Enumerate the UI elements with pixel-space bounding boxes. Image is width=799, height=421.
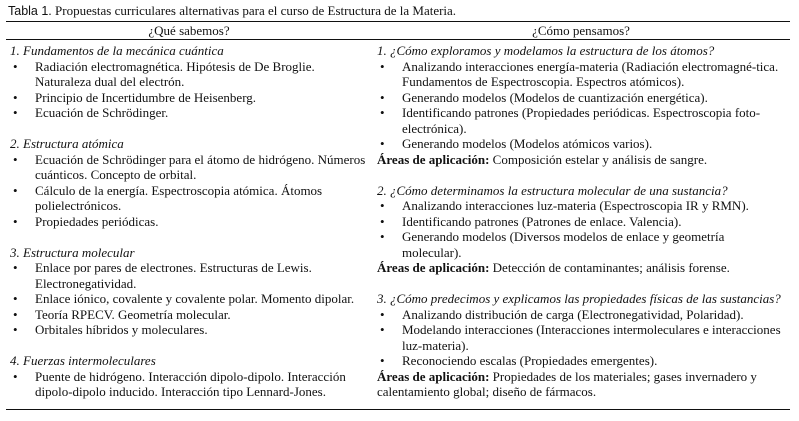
bullet-list (10, 59, 366, 121)
list-item: • Ecuación de Schrödinger para el átomo de hidrógeno. Números cuánticos. Concepto de orbital. (10, 152, 366, 183)
header-como-pensamos: ¿Cómo pensamos? (532, 23, 630, 38)
area-text: Detección de contaminantes; análisis forense. (489, 260, 730, 275)
list-item: • Analizando interacciones energía-materia (Radiación electromagné-tica. Fundamentos de Espectroscopia. Espectros atómicos). (377, 59, 787, 90)
bullet-list (10, 152, 366, 230)
left-section-4 (10, 353, 366, 400)
area-label: Áreas de aplicación: (377, 368, 490, 384)
left-section-2 (10, 136, 366, 229)
bullet-list (377, 198, 787, 260)
section-title: 4. Fuerzas intermoleculares (10, 353, 156, 368)
right-section-3 (377, 291, 787, 400)
section-title: 2. Estructura atómica (10, 136, 124, 151)
list-item: • Propiedades periódicas. (10, 214, 366, 230)
left-section-3 (10, 245, 366, 338)
list-item: • Generando modelos (Diversos modelos de enlace y geometría molecular). (377, 229, 787, 260)
application-areas (377, 369, 787, 400)
list-item: • Reconociendo escalas (Propiedades emergentes). (377, 353, 787, 369)
list-item: • Enlace por pares de electrones. Estructuras de Lewis. Electronegatividad. (10, 260, 366, 291)
caption-text: Propuestas curriculares alternativas para el curso de Estructura de la Materia. (51, 3, 457, 18)
list-item: • Cálculo de la energía. Espectroscopia atómica. Átomos polielectrónicos. (10, 183, 366, 214)
section-title: 3. ¿Cómo predecimos y explicamos las propiedades físicas de las sustancias? (377, 291, 781, 306)
section-title: 2. ¿Cómo determinamos la estructura molecular de una sustancia? (377, 182, 728, 198)
curriculum-table (6, 21, 790, 410)
list-item: • Generando modelos (Modelos atómicos varios). (377, 136, 787, 152)
list-item: • Analizando interacciones luz-materia (Espectroscopia IR y RMN). (377, 198, 787, 214)
section-title: 1. Fundamentos de la mecánica cuántica (10, 43, 224, 58)
bullet-list (377, 59, 787, 152)
section-title: 3. Estructura molecular (10, 244, 135, 260)
list-item: • Identificando patrones (Patrones de enlace. Valencia). (377, 214, 787, 230)
table-caption (8, 3, 456, 19)
list-item: • Analizando distribución de carga (Electronegatividad, Polaridad). (377, 307, 787, 323)
list-item: • Generando modelos (Modelos de cuantización energética). (377, 90, 787, 106)
list-item: • Teoría RPECV. Geometría molecular. (10, 307, 366, 323)
list-item: • Identificando patrones (Propiedades periódicas. Espectroscopia foto-electrónica). (377, 105, 787, 136)
header-que-sabemos: ¿Qué sabemos? (148, 23, 230, 38)
table-header (6, 22, 790, 40)
area-label: Áreas de aplicación: (377, 151, 490, 167)
list-item: • Modelando interacciones (Interacciones intermoleculares e interacciones luz-materia). (377, 322, 787, 353)
application-areas (377, 152, 787, 168)
right-section-2 (377, 183, 787, 276)
list-item: • Puente de hidrógeno. Interacción dipolo-dipolo. Interacción dipolo-dipolo inducido. Interacción tipo Lennard-Jones. (10, 369, 366, 400)
bullet-list (10, 260, 366, 338)
list-item: • Principio de Incertidumbre de Heisenberg. (10, 90, 366, 106)
area-label: Áreas de aplicación: (377, 260, 490, 275)
area-text: Propiedades de los materiales; gases invernadero y calentamiento global; diseño de fármacos. (377, 368, 757, 399)
left-column (10, 43, 366, 400)
bullet-list (377, 307, 787, 369)
list-item: • Ecuación de Schrödinger. (10, 105, 366, 121)
list-item: • Radiación electromagnética. Hipótesis de De Broglie. Naturaleza dual del electrón. (10, 59, 366, 90)
left-section-1 (10, 43, 366, 121)
application-areas (377, 260, 787, 276)
caption-label: Tabla 1. (8, 4, 52, 18)
right-column (377, 43, 787, 400)
list-item: • Orbitales híbridos y moleculares. (10, 322, 366, 338)
area-text: Composición estelar y análisis de sangre. (489, 151, 708, 167)
list-item: • Enlace iónico, covalente y covalente polar. Momento dipolar. (10, 291, 366, 307)
bullet-list (10, 369, 366, 400)
section-title: 1. ¿Cómo exploramos y modelamos la estructura de los átomos? (377, 43, 715, 58)
right-section-1 (377, 43, 787, 167)
